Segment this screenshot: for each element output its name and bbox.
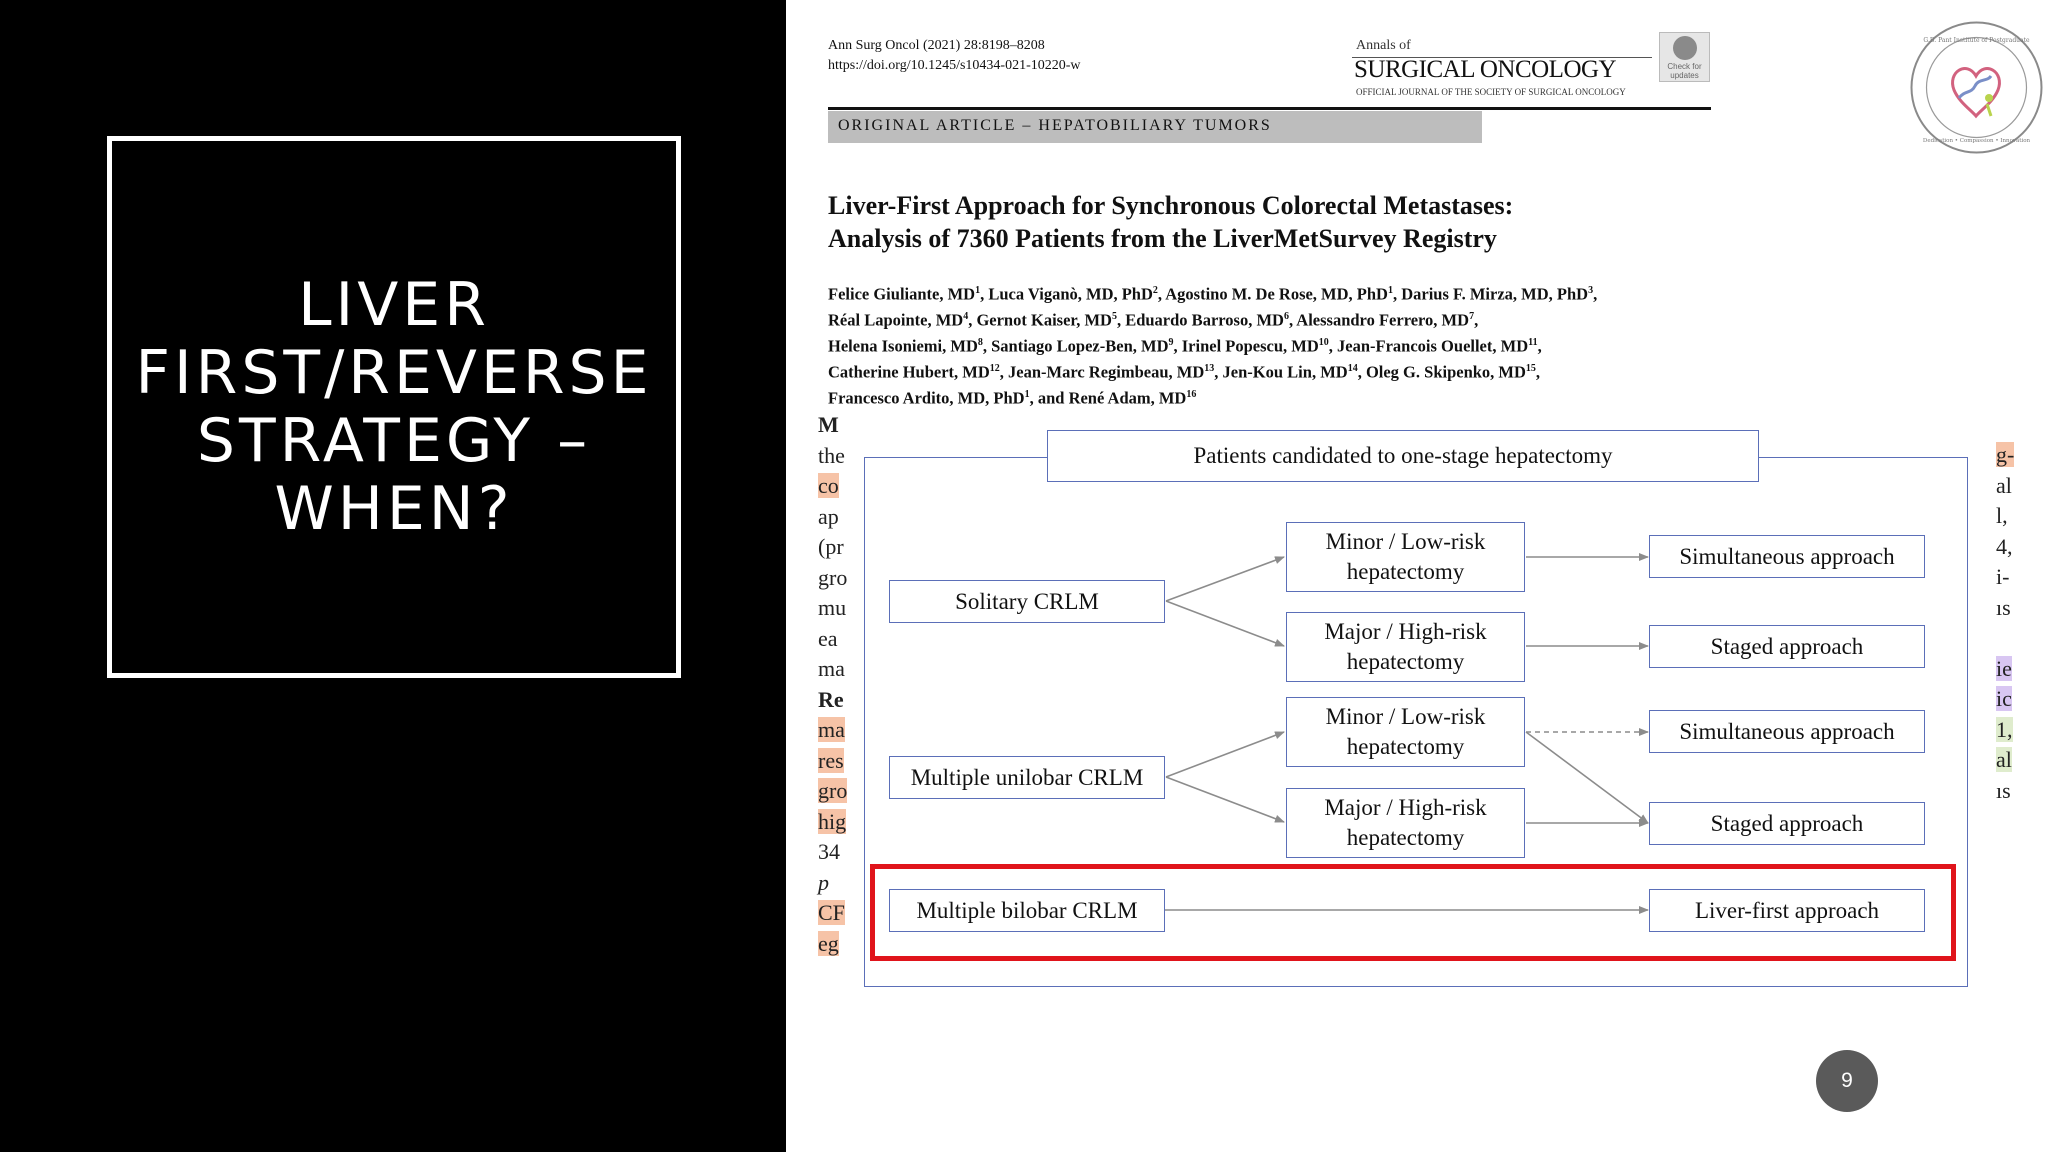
author-text: , Santiago Lopez-Ben, MD [982,336,1169,356]
section-label: ORIGINAL ARTICLE – HEPATOBILIARY TUMORS [838,117,1272,134]
author-text: , Jen-Kou Lin, MD [1214,362,1348,382]
journal-prefix: Annals of [1356,38,1411,53]
abstract-fragment-left: 34 [818,839,840,864]
citation-line: Ann Surg Oncol (2021) 28:8198–8208 [828,38,1045,53]
affiliation-number: 13 [1204,363,1215,374]
affiliation-number: 12 [989,363,1000,374]
author-text: Helena Isoniemi, MD [828,336,978,356]
node-solitary-crlm: Solitary CRLM [889,580,1165,623]
abstract-fragment-right: l, [1996,503,2008,528]
arrow-unilobar-minor [1166,732,1284,777]
abstract-fragment-right: ic [1996,686,2012,711]
abstract-fragment-right: al [1996,747,2012,772]
author-text: , Darius F. Mirza, MD, PhD [1392,284,1589,304]
node-staged-approach-2: Staged approach [1649,802,1925,845]
affiliation-number: 7 [1469,311,1475,322]
article-title-line: Analysis of 7360 Patients from the LiverMetSurvey Registry [828,224,1497,253]
abstract-fragment-right: g- [1996,442,2015,467]
abstract-fragment-right: ie [1996,655,2012,681]
abstract-fragment-left: Re [818,686,844,712]
node-major-high-risk-2: Major / High-risk hepatectomy [1286,788,1525,858]
author-text: , Jean-Marc Regimbeau, MD [999,362,1205,382]
node-minor-low-risk-1: Minor / Low-risk hepatectomy [1286,522,1525,592]
affiliation-number: 1 [975,285,981,296]
affiliation-number: 1 [1024,389,1030,400]
abstract-fragment-right: 4, [1996,533,2013,559]
node-simultaneous-approach-2: Simultaneous approach [1649,710,1925,753]
author-text: , Oleg G. Skipenko, MD [1357,362,1526,382]
author-text: , Jean-Francois Ouellet, MD [1328,336,1529,356]
affiliation-number: 11 [1528,337,1538,348]
author-text: , Luca Viganò, MD, PhD [980,284,1153,304]
author-text: , Gernot Kaiser, MD [968,310,1112,330]
abstract-fragment-left: ma [818,656,845,681]
affiliation-number: 9 [1168,337,1174,348]
arrow-minor2-staged2 [1526,732,1648,823]
affiliation-number: 4 [963,311,969,322]
author-text: Catherine Hubert, MD [828,362,990,382]
journal-name: SURGICAL ONCOLOGY [1354,56,1617,83]
slide-title-line: STRATEGY – [196,406,592,476]
arrow-solitary-major [1166,601,1284,646]
abstract-fragment-right: ıs [1996,594,2011,620]
abstract-fragment-left: res [818,747,844,773]
node-liver-first-approach: Liver-first approach [1649,889,1925,932]
slide-number-badge: 9 [1816,1050,1878,1112]
author-text: , Irinel Popescu, MD [1173,336,1319,356]
node-simultaneous-approach-1: Simultaneous approach [1649,535,1925,578]
author-text: , [1593,284,1598,304]
node-minor-low-risk-2: Minor / Low-risk hepatectomy [1286,697,1525,767]
node-multiple-bilobar-crlm: Multiple bilobar CRLM [889,889,1165,932]
institute-seal-logo [1909,20,2044,155]
doi-line: https://doi.org/10.1245/s10434-021-10220-w [828,58,1081,73]
abstract-fragment-left: co [818,473,839,498]
abstract-fragment-left: (pr [818,534,844,559]
author-text: , [1537,336,1542,356]
author-text: Felice Giuliante, MD [828,284,976,304]
abstract-fragment-right: ıs [1996,777,2011,803]
affiliation-number: 2 [1152,285,1158,296]
author-text: Réal Lapointe, MD [828,310,964,330]
affiliation-number: 15 [1525,363,1536,374]
affiliation-number: 1 [1387,285,1393,296]
author-text: , [1474,310,1479,330]
node-major-high-risk-1: Major / High-risk hepatectomy [1286,612,1525,682]
slide-title-line: LIVER [298,270,490,340]
affiliation-number: 3 [1588,285,1594,296]
abstract-fragment-left: ap [818,503,839,529]
journal-subtitle: OFFICIAL JOURNAL OF THE SOCIETY OF SURGICAL ONCOLOGY [1356,87,1626,97]
abstract-fragment-left: p [818,869,829,895]
affiliation-number: 5 [1111,311,1117,322]
author-text: , and René Adam, MD [1029,388,1187,408]
check-updates-label: Check for updates [1667,62,1702,80]
abstract-fragment-right: 1, [1996,716,2013,742]
affiliation-number: 14 [1347,363,1358,374]
svg-text:Dedication • Compassion • Inno: Dedication • Compassion • Innovation [1922,138,2031,144]
abstract-fragment-left: mu [818,595,847,620]
abstract-fragment-right: al [1996,472,2012,498]
abstract-fragment-left: ea [818,625,838,651]
abstract-fragment-left: ma [818,717,845,742]
node-multiple-unilobar-crlm: Multiple unilobar CRLM [889,756,1165,799]
article-title-line: Liver-First Approach for Synchronous Colorectal Metastases: [828,191,1514,220]
node-staged-approach-1: Staged approach [1649,625,1925,668]
abstract-fragment-right: i- [1996,564,2010,589]
abstract-fragment-left: M [818,412,839,437]
author-text: Francesco Ardito, MD, PhD [828,388,1025,408]
slide-title-line: FIRST/REVERSE [135,338,653,408]
slide-title-line: WHEN? [274,474,514,544]
abstract-fragment-left: CF [818,900,845,925]
liver-first-emphasis-box [870,864,1956,961]
arrow-solitary-minor [1166,557,1284,601]
author-text: , [1535,362,1541,382]
abstract-fragment-left: hig [818,808,847,834]
arrow-unilobar-major [1166,777,1284,822]
author-text: , Agostino M. De Rose, MD, PhD [1157,284,1388,304]
author-text: , Eduardo Barroso, MD [1116,310,1284,330]
node-patients-candidated: Patients candidated to one-stage hepatectomy [1047,430,1759,482]
affiliation-number: 8 [977,337,983,348]
abstract-fragment-left: eg [818,930,839,956]
svg-text:G.B. Pant Institute of Postgra: G.B. Pant Institute of Postgraduate [1923,37,2030,44]
affiliation-number: 16 [1186,389,1197,400]
abstract-fragment-left: the [818,442,845,468]
abstract-fragment-left: gro [818,778,848,803]
affiliation-number: 10 [1318,337,1329,348]
author-text: , Alessandro Ferrero, MD [1288,310,1470,330]
abstract-fragment-left: gro [818,564,848,590]
affiliation-number: 6 [1283,311,1289,322]
